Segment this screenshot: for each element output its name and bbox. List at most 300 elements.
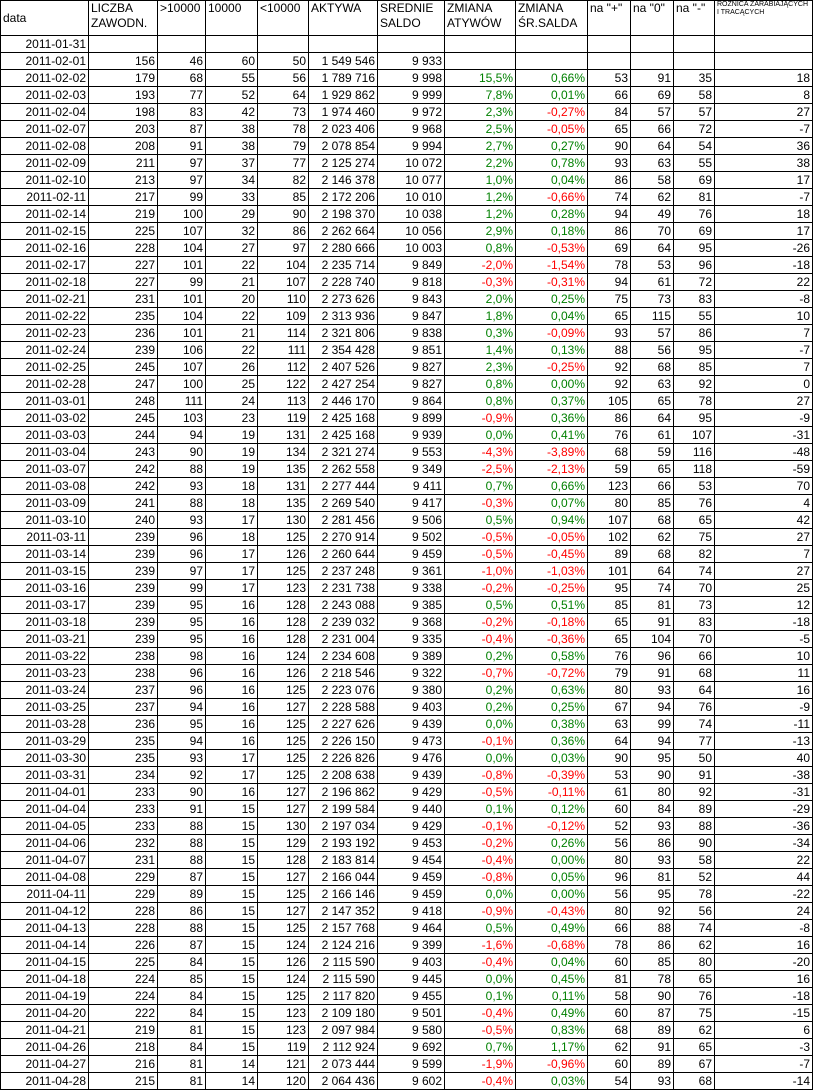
- table-row: [1, 903, 813, 920]
- assets-change-cell: -0,8%: [445, 869, 516, 886]
- eq-10000-cell: 14: [206, 1056, 258, 1073]
- plus-cell: 90: [588, 138, 631, 155]
- avg-balance-change-cell: 0,45%: [516, 971, 588, 988]
- date-cell: 2011-02-17: [1, 257, 89, 274]
- zero-cell: 81: [631, 597, 674, 614]
- date-cell: 2011-04-06: [1, 835, 89, 852]
- plus-cell: 66: [588, 87, 631, 104]
- eq-10000-cell: 16: [206, 733, 258, 750]
- difference-cell: 7: [715, 359, 813, 376]
- table-row: [1, 461, 813, 478]
- assets-change-cell: 2,3%: [445, 359, 516, 376]
- assets-cell: 2 269 540: [309, 495, 378, 512]
- participants-cell: 240: [89, 512, 158, 529]
- avg-balance-cell: 9 429: [378, 784, 445, 801]
- assets-change-cell: -0,5%: [445, 784, 516, 801]
- over-10000-cell: 77: [158, 87, 206, 104]
- eq-10000-cell: 16: [206, 665, 258, 682]
- avg-balance-change-cell: 0,41%: [516, 427, 588, 444]
- table-row: [1, 750, 813, 767]
- zero-cell: 90: [631, 767, 674, 784]
- participants-cell: 233: [89, 801, 158, 818]
- difference-cell: 10: [715, 308, 813, 325]
- avg-balance-cell: 9 459: [378, 546, 445, 563]
- assets-cell: 2 321 806: [309, 325, 378, 342]
- avg-balance-cell: 9 476: [378, 750, 445, 767]
- assets-change-cell: -0,4%: [445, 1073, 516, 1090]
- difference-cell: -8: [715, 920, 813, 937]
- over-10000-cell: 90: [158, 784, 206, 801]
- table-row: [1, 495, 813, 512]
- avg-balance-cell: 9 459: [378, 869, 445, 886]
- date-cell: 2011-03-23: [1, 665, 89, 682]
- date-cell: 2011-01-31: [1, 36, 89, 53]
- under-10000-cell: 122: [258, 376, 309, 393]
- table-body: [1, 36, 813, 1090]
- difference-cell: [715, 36, 813, 53]
- minus-cell: 72: [674, 121, 715, 138]
- eq-10000-cell: 15: [206, 869, 258, 886]
- participants-cell: 229: [89, 886, 158, 903]
- assets-change-cell: -0,4%: [445, 852, 516, 869]
- assets-change-cell: 0,8%: [445, 240, 516, 257]
- date-cell: 2011-04-12: [1, 903, 89, 920]
- participants-cell: 243: [89, 444, 158, 461]
- date-cell: 2011-04-21: [1, 1022, 89, 1039]
- participants-cell: 233: [89, 784, 158, 801]
- table-row: [1, 682, 813, 699]
- avg-balance-cell: 9 380: [378, 682, 445, 699]
- eq-10000-cell: 15: [206, 920, 258, 937]
- difference-cell: 12: [715, 597, 813, 614]
- plus-cell: 86: [588, 223, 631, 240]
- avg-balance-change-cell: -0,36%: [516, 631, 588, 648]
- date-cell: 2011-02-14: [1, 206, 89, 223]
- date-cell: 2011-02-24: [1, 342, 89, 359]
- table-row: [1, 580, 813, 597]
- table-row: [1, 648, 813, 665]
- eq-10000-cell: 15: [206, 1039, 258, 1056]
- zero-cell: 95: [631, 750, 674, 767]
- eq-10000-cell: 52: [206, 87, 258, 104]
- under-10000-cell: 85: [258, 189, 309, 206]
- plus-cell: 78: [588, 257, 631, 274]
- avg-balance-change-cell: 0,18%: [516, 223, 588, 240]
- assets-cell: 2 427 254: [309, 376, 378, 393]
- difference-cell: 22: [715, 274, 813, 291]
- avg-balance-change-cell: -0,27%: [516, 104, 588, 121]
- date-cell: 2011-03-02: [1, 410, 89, 427]
- over-10000-cell: 96: [158, 682, 206, 699]
- assets-cell: 2 228 740: [309, 274, 378, 291]
- over-10000-cell: 87: [158, 937, 206, 954]
- eq-10000-cell: 25: [206, 376, 258, 393]
- difference-cell: 27: [715, 104, 813, 121]
- over-10000-cell: [158, 36, 206, 53]
- plus-cell: 102: [588, 529, 631, 546]
- avg-balance-change-cell: -0,96%: [516, 1056, 588, 1073]
- avg-balance-cell: 9 599: [378, 1056, 445, 1073]
- difference-cell: 6: [715, 1022, 813, 1039]
- minus-cell: 65: [674, 1039, 715, 1056]
- difference-cell: -9: [715, 410, 813, 427]
- under-10000-cell: 123: [258, 580, 309, 597]
- minus-cell: 95: [674, 410, 715, 427]
- avg-balance-change-cell: -0,66%: [516, 189, 588, 206]
- plus-cell: 68: [588, 444, 631, 461]
- plus-cell: 67: [588, 699, 631, 716]
- difference-cell: 16: [715, 682, 813, 699]
- under-10000-cell: 64: [258, 87, 309, 104]
- table-row: [1, 546, 813, 563]
- assets-cell: 2 198 370: [309, 206, 378, 223]
- assets-change-cell: -0,2%: [445, 580, 516, 597]
- plus-cell: 85: [588, 597, 631, 614]
- plus-cell: 60: [588, 1005, 631, 1022]
- avg-balance-cell: 9 502: [378, 529, 445, 546]
- avg-balance-cell: 9 368: [378, 614, 445, 631]
- eq-10000-cell: 20: [206, 291, 258, 308]
- date-cell: 2011-02-23: [1, 325, 89, 342]
- avg-balance-cell: 9 939: [378, 427, 445, 444]
- table-row: [1, 716, 813, 733]
- plus-cell: 78: [588, 937, 631, 954]
- avg-balance-change-cell: 0,63%: [516, 682, 588, 699]
- plus-cell: 65: [588, 121, 631, 138]
- plus-cell: 76: [588, 427, 631, 444]
- avg-balance-cell: 9 418: [378, 903, 445, 920]
- avg-balance-cell: 9 445: [378, 971, 445, 988]
- avg-balance-cell: 9 361: [378, 563, 445, 580]
- plus-cell: 81: [588, 971, 631, 988]
- avg-balance-cell: 9 933: [378, 53, 445, 70]
- difference-cell: -18: [715, 614, 813, 631]
- zero-cell: 88: [631, 920, 674, 937]
- over-10000-cell: 84: [158, 1005, 206, 1022]
- over-10000-cell: 93: [158, 512, 206, 529]
- avg-balance-change-cell: 0,11%: [516, 988, 588, 1005]
- avg-balance-change-cell: 0,00%: [516, 376, 588, 393]
- participants-cell: 227: [89, 257, 158, 274]
- eq-10000-cell: 16: [206, 682, 258, 699]
- table-row: [1, 563, 813, 580]
- table-row: [1, 121, 813, 138]
- over-10000-cell: 84: [158, 988, 206, 1005]
- under-10000-cell: 107: [258, 274, 309, 291]
- avg-balance-cell: 9 453: [378, 835, 445, 852]
- avg-balance-cell: 9 417: [378, 495, 445, 512]
- assets-change-cell: -0,4%: [445, 1005, 516, 1022]
- difference-cell: 17: [715, 172, 813, 189]
- plus-cell: 54: [588, 1073, 631, 1090]
- date-cell: 2011-03-18: [1, 614, 89, 631]
- date-cell: 2011-04-27: [1, 1056, 89, 1073]
- eq-10000-cell: 15: [206, 1022, 258, 1039]
- over-10000-cell: 96: [158, 546, 206, 563]
- table-row: [1, 512, 813, 529]
- difference-cell: 27: [715, 393, 813, 410]
- under-10000-cell: 119: [258, 410, 309, 427]
- difference-cell: [715, 53, 813, 70]
- minus-cell: 92: [674, 784, 715, 801]
- table-row: [1, 954, 813, 971]
- assets-cell: 1 549 546: [309, 53, 378, 70]
- minus-cell: 62: [674, 1022, 715, 1039]
- avg-balance-change-cell: 0,83%: [516, 1022, 588, 1039]
- zero-cell: 56: [631, 342, 674, 359]
- plus-cell: 90: [588, 750, 631, 767]
- minus-cell: 95: [674, 240, 715, 257]
- eq-10000-cell: 19: [206, 427, 258, 444]
- assets-change-cell: 0,3%: [445, 325, 516, 342]
- plus-cell: 92: [588, 359, 631, 376]
- zero-cell: 69: [631, 87, 674, 104]
- avg-balance-change-cell: [516, 36, 588, 53]
- eq-10000-cell: 16: [206, 716, 258, 733]
- avg-balance-change-cell: 0,49%: [516, 1005, 588, 1022]
- minus-cell: 69: [674, 172, 715, 189]
- col-header-under-10000: <10000: [258, 1, 309, 36]
- participants-cell: 156: [89, 53, 158, 70]
- minus-cell: 82: [674, 546, 715, 563]
- over-10000-cell: 86: [158, 903, 206, 920]
- difference-cell: -29: [715, 801, 813, 818]
- avg-balance-change-cell: -0,18%: [516, 614, 588, 631]
- table-row: [1, 529, 813, 546]
- minus-cell: 65: [674, 971, 715, 988]
- over-10000-cell: 81: [158, 1022, 206, 1039]
- minus-cell: 70: [674, 631, 715, 648]
- minus-cell: 78: [674, 393, 715, 410]
- plus-cell: 60: [588, 801, 631, 818]
- date-cell: 2011-03-25: [1, 699, 89, 716]
- plus-cell: 64: [588, 733, 631, 750]
- eq-10000-cell: 17: [206, 512, 258, 529]
- date-cell: 2011-02-03: [1, 87, 89, 104]
- avg-balance-change-cell: -0,05%: [516, 121, 588, 138]
- assets-cell: 2 234 608: [309, 648, 378, 665]
- over-10000-cell: 93: [158, 478, 206, 495]
- zero-cell: 91: [631, 614, 674, 631]
- zero-cell: 65: [631, 393, 674, 410]
- assets-cell: 2 260 644: [309, 546, 378, 563]
- assets-cell: 2 446 170: [309, 393, 378, 410]
- date-cell: 2011-04-07: [1, 852, 89, 869]
- assets-change-cell: 2,7%: [445, 138, 516, 155]
- participants-cell: 236: [89, 325, 158, 342]
- assets-change-cell: 0,8%: [445, 376, 516, 393]
- minus-cell: 85: [674, 359, 715, 376]
- participants-cell: 237: [89, 682, 158, 699]
- avg-balance-cell: 9 827: [378, 376, 445, 393]
- avg-balance-cell: 9 580: [378, 1022, 445, 1039]
- under-10000-cell: 127: [258, 801, 309, 818]
- difference-cell: 70: [715, 478, 813, 495]
- participants-cell: 241: [89, 495, 158, 512]
- assets-change-cell: -0,1%: [445, 733, 516, 750]
- under-10000-cell: 125: [258, 563, 309, 580]
- zero-cell: 93: [631, 852, 674, 869]
- minus-cell: 83: [674, 614, 715, 631]
- participants-cell: 235: [89, 733, 158, 750]
- minus-cell: 80: [674, 954, 715, 971]
- table-row: [1, 240, 813, 257]
- over-10000-cell: 107: [158, 359, 206, 376]
- difference-cell: 4: [715, 495, 813, 512]
- over-10000-cell: 84: [158, 954, 206, 971]
- avg-balance-cell: 9 439: [378, 767, 445, 784]
- zero-cell: 91: [631, 1039, 674, 1056]
- avg-balance-change-cell: 0,51%: [516, 597, 588, 614]
- assets-change-cell: 0,2%: [445, 699, 516, 716]
- over-10000-cell: 94: [158, 427, 206, 444]
- minus-cell: 107: [674, 427, 715, 444]
- table-row: [1, 920, 813, 937]
- assets-cell: 2 115 590: [309, 954, 378, 971]
- col-header-plus: na "+": [588, 1, 631, 36]
- avg-balance-cell: 9 429: [378, 818, 445, 835]
- plus-cell: 53: [588, 767, 631, 784]
- zero-cell: 91: [631, 665, 674, 682]
- avg-balance-change-cell: -0,72%: [516, 665, 588, 682]
- under-10000-cell: 124: [258, 937, 309, 954]
- zero-cell: 115: [631, 308, 674, 325]
- minus-cell: 73: [674, 597, 715, 614]
- assets-change-cell: 1,8%: [445, 308, 516, 325]
- under-10000-cell: 79: [258, 138, 309, 155]
- eq-10000-cell: 22: [206, 308, 258, 325]
- difference-cell: -36: [715, 818, 813, 835]
- table-row: [1, 1039, 813, 1056]
- avg-balance-cell: 9 838: [378, 325, 445, 342]
- assets-change-cell: 0,1%: [445, 988, 516, 1005]
- assets-cell: 2 208 638: [309, 767, 378, 784]
- participants-cell: 231: [89, 291, 158, 308]
- assets-cell: 2 193 192: [309, 835, 378, 852]
- assets-cell: 2 064 436: [309, 1073, 378, 1090]
- over-10000-cell: 68: [158, 70, 206, 87]
- over-10000-cell: 91: [158, 138, 206, 155]
- difference-cell: 40: [715, 750, 813, 767]
- zero-cell: 73: [631, 291, 674, 308]
- avg-balance-cell: 10 072: [378, 155, 445, 172]
- participants-cell: 224: [89, 971, 158, 988]
- table-row: [1, 257, 813, 274]
- date-cell: 2011-02-10: [1, 172, 89, 189]
- avg-balance-cell: 9 843: [378, 291, 445, 308]
- participants-cell: 248: [89, 393, 158, 410]
- minus-cell: 58: [674, 87, 715, 104]
- avg-balance-change-cell: 0,00%: [516, 852, 588, 869]
- avg-balance-cell: 9 411: [378, 478, 445, 495]
- plus-cell: 53: [588, 70, 631, 87]
- over-10000-cell: 94: [158, 733, 206, 750]
- avg-balance-cell: 9 338: [378, 580, 445, 597]
- under-10000-cell: 86: [258, 223, 309, 240]
- difference-cell: -3: [715, 1039, 813, 1056]
- zero-cell: 68: [631, 546, 674, 563]
- under-10000-cell: 125: [258, 886, 309, 903]
- participants-cell: 226: [89, 937, 158, 954]
- assets-change-cell: -0,5%: [445, 546, 516, 563]
- plus-cell: 74: [588, 189, 631, 206]
- date-cell: 2011-04-11: [1, 886, 89, 903]
- participants-cell: 211: [89, 155, 158, 172]
- table-row: [1, 70, 813, 87]
- over-10000-cell: 85: [158, 971, 206, 988]
- assets-change-cell: -0,3%: [445, 495, 516, 512]
- zero-cell: 57: [631, 325, 674, 342]
- under-10000-cell: 125: [258, 988, 309, 1005]
- eq-10000-cell: 15: [206, 988, 258, 1005]
- zero-cell: 85: [631, 495, 674, 512]
- table-row: [1, 427, 813, 444]
- over-10000-cell: 81: [158, 1056, 206, 1073]
- assets-change-cell: 0,2%: [445, 648, 516, 665]
- zero-cell: 61: [631, 274, 674, 291]
- eq-10000-cell: 16: [206, 614, 258, 631]
- minus-cell: 95: [674, 342, 715, 359]
- minus-cell: 72: [674, 274, 715, 291]
- minus-cell: 62: [674, 937, 715, 954]
- participants-cell: 227: [89, 274, 158, 291]
- participants-cell: 242: [89, 461, 158, 478]
- plus-cell: 93: [588, 155, 631, 172]
- avg-balance-cell: 9 999: [378, 87, 445, 104]
- eq-10000-cell: 15: [206, 835, 258, 852]
- zero-cell: 86: [631, 937, 674, 954]
- table-row: [1, 274, 813, 291]
- assets-change-cell: 0,7%: [445, 1039, 516, 1056]
- table-row: [1, 937, 813, 954]
- avg-balance-cell: 10 003: [378, 240, 445, 257]
- table-row: [1, 886, 813, 903]
- avg-balance-cell: 9 553: [378, 444, 445, 461]
- avg-balance-cell: 9 847: [378, 308, 445, 325]
- participants-cell: 216: [89, 1056, 158, 1073]
- assets-cell: 2 124 216: [309, 937, 378, 954]
- eq-10000-cell: 42: [206, 104, 258, 121]
- date-cell: 2011-04-18: [1, 971, 89, 988]
- plus-cell: 95: [588, 580, 631, 597]
- participants-cell: 239: [89, 546, 158, 563]
- date-cell: 2011-03-31: [1, 767, 89, 784]
- avg-balance-cell: 9 899: [378, 410, 445, 427]
- under-10000-cell: 114: [258, 325, 309, 342]
- minus-cell: 68: [674, 665, 715, 682]
- avg-balance-change-cell: -0,11%: [516, 784, 588, 801]
- zero-cell: 78: [631, 971, 674, 988]
- eq-10000-cell: 55: [206, 70, 258, 87]
- minus-cell: 66: [674, 648, 715, 665]
- plus-cell: 63: [588, 716, 631, 733]
- plus-cell: 80: [588, 682, 631, 699]
- avg-balance-cell: 9 454: [378, 852, 445, 869]
- assets-cell: 2 073 444: [309, 1056, 378, 1073]
- difference-cell: 44: [715, 869, 813, 886]
- participants-cell: 224: [89, 988, 158, 1005]
- difference-cell: 10: [715, 648, 813, 665]
- under-10000-cell: 73: [258, 104, 309, 121]
- under-10000-cell: 131: [258, 427, 309, 444]
- table-row: [1, 818, 813, 835]
- assets-cell: 1 974 460: [309, 104, 378, 121]
- difference-cell: 16: [715, 971, 813, 988]
- plus-cell: 89: [588, 546, 631, 563]
- col-header-avg-balance-change: ZMIANA ŚR.SALDA: [516, 1, 588, 36]
- date-cell: 2011-04-13: [1, 920, 89, 937]
- plus-cell: [588, 36, 631, 53]
